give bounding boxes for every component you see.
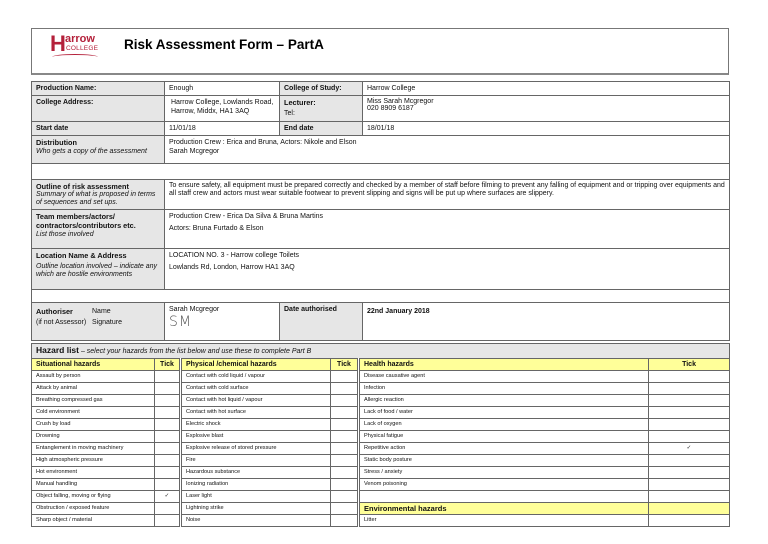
environmental-header: Environmental hazards [359, 503, 649, 515]
situational-tick-checkbox[interactable] [155, 467, 181, 479]
physical-tick-checkbox[interactable] [331, 407, 359, 419]
production-name-label: Production Name: [32, 82, 165, 96]
harrow-college-logo [50, 33, 110, 61]
situational-hazard-label: Cold environment [32, 407, 155, 419]
health-header: Health hazards [359, 359, 649, 371]
team-hint: List those involved [36, 231, 94, 238]
authoriser-name-field[interactable]: Sarah Mcgregor [169, 306, 220, 313]
hazard-row [32, 383, 730, 395]
health-hazard-label: Stress / anxiety [359, 467, 649, 479]
row-production-name [32, 82, 730, 96]
hazard-title-row [32, 344, 730, 359]
row-team [32, 210, 730, 249]
health-tick-checkbox[interactable]: ✓ [649, 443, 730, 455]
physical-hazard-label: Laser light [181, 491, 331, 503]
health-tick-checkbox[interactable] [649, 467, 730, 479]
physical-hazard-label: Ionizing radiation [181, 479, 331, 491]
physical-tick-checkbox[interactable] [331, 419, 359, 431]
health-hazard-label: Disease causative agent [359, 371, 649, 383]
situational-tick-checkbox[interactable] [155, 503, 181, 515]
hazard-row [32, 479, 730, 491]
physical-hazard-label: Electric shock [181, 419, 331, 431]
hazard-row [32, 407, 730, 419]
logo-text-bottom: COLLEGE [66, 45, 99, 52]
hazard-row [32, 515, 730, 527]
situational-header: Situational hazards [32, 359, 155, 371]
distribution-hint: Who gets a copy of the assessment [36, 148, 147, 155]
physical-tick-checkbox[interactable] [331, 455, 359, 467]
physical-tick-checkbox[interactable] [331, 383, 359, 395]
physical-hazard-label: Contact with hot surface [181, 407, 331, 419]
signature-field[interactable]: SM [169, 314, 192, 330]
health-hazard-label: Lack of oxygen [359, 419, 649, 431]
spacer-cell [32, 290, 730, 303]
physical-hazard-label: Contact with cold liquid / vapour [181, 371, 331, 383]
situational-tick-checkbox[interactable] [155, 383, 181, 395]
physical-hazard-label: Noise [181, 515, 331, 527]
physical-tick-checkbox[interactable] [331, 479, 359, 491]
physical-hazard-label: Hazardous substance [181, 467, 331, 479]
location-line-1: LOCATION NO. 3 - Harrow college Toilets [169, 252, 300, 259]
start-date-label: Start date [32, 122, 165, 136]
row-authoriser [32, 303, 730, 341]
start-date-field[interactable]: 11/01/18 [165, 122, 280, 136]
physical-tick-checkbox[interactable] [331, 395, 359, 407]
physical-hazard-label: Explosive release of stored pressure [181, 443, 331, 455]
health-hazard-label: Infection [359, 383, 649, 395]
physical-hazard-label: Contact with cold surface [181, 383, 331, 395]
situational-tick-checkbox[interactable] [155, 515, 181, 527]
team-field[interactable] [165, 210, 730, 249]
hazard-title-cell [32, 344, 730, 359]
distribution-line-2: Sarah Mcgregor [169, 148, 220, 155]
health-hazard-label: Litter [359, 515, 649, 527]
health-tick-checkbox[interactable] [649, 431, 730, 443]
hazard-row [32, 455, 730, 467]
physical-hazard-label: Lightning strike [181, 503, 331, 515]
hazard-row [32, 371, 730, 383]
physical-tick-checkbox[interactable] [331, 431, 359, 443]
hazard-row [32, 491, 730, 503]
row-college-address [32, 96, 730, 122]
hazard-row [32, 395, 730, 407]
logo-initial: H [50, 31, 66, 56]
lecturer-field[interactable]: Miss Sarah Mcgregor [367, 98, 434, 105]
logo-swoosh-icon [52, 54, 98, 60]
hazard-list-instruction: – select your hazards from the list below and use these to complete Part B [79, 348, 312, 355]
physical-tick-checkbox[interactable] [331, 503, 359, 515]
situational-tick-checkbox[interactable] [155, 431, 181, 443]
distribution-label-cell [32, 136, 165, 164]
hazard-header-row [32, 359, 730, 371]
end-date-field[interactable]: 18/01/18 [363, 122, 730, 136]
lecturer-label: Lecturer: [284, 98, 316, 107]
row-location [32, 249, 730, 290]
tel-label: Tel: [284, 110, 295, 117]
lecturer-cell [280, 96, 363, 122]
situational-hazard-label: Attack by animal [32, 383, 155, 395]
physical-hazard-label: Fire [181, 455, 331, 467]
situational-hazard-label: Assault by person [32, 371, 155, 383]
page-title: Risk Assessment Form – PartA [124, 37, 324, 52]
location-label: Location Name & Address [36, 251, 127, 260]
situational-tick-header: Tick [155, 359, 181, 371]
situational-hazard-label: Sharp object / material [32, 515, 155, 527]
logo-text-top: arrow [65, 33, 95, 45]
hazard-list-table [31, 343, 730, 527]
authoriser-hint: (if not Assessor) [36, 319, 87, 326]
health-hazard-label: Venom poisoning [359, 479, 649, 491]
health-tick-checkbox[interactable] [649, 371, 730, 383]
date-authorised-label: Date authorised [280, 303, 363, 341]
physical-tick-checkbox[interactable] [331, 467, 359, 479]
situational-tick-checkbox[interactable] [155, 443, 181, 455]
situational-tick-checkbox[interactable] [155, 407, 181, 419]
college-of-study-label: College of Study: [280, 82, 363, 96]
location-field[interactable] [165, 249, 730, 290]
situational-tick-checkbox[interactable] [155, 371, 181, 383]
physical-header: Physical /chemical hazards [181, 359, 331, 371]
health-tick-checkbox[interactable] [649, 407, 730, 419]
outline-label: Outline of risk assessment [36, 182, 129, 191]
physical-tick-checkbox[interactable] [331, 515, 359, 527]
health-tick-checkbox[interactable] [649, 455, 730, 467]
health-tick-checkbox[interactable] [649, 383, 730, 395]
spacer-row [32, 290, 730, 303]
health-tick-checkbox[interactable] [649, 419, 730, 431]
college-address-label: College Address: [32, 96, 165, 122]
college-of-study-field[interactable]: Harrow College [363, 82, 730, 96]
name-label: Name [92, 308, 111, 315]
distribution-label: Distribution [36, 138, 77, 147]
health-tick-header: Tick [649, 359, 730, 371]
outline-label-cell [32, 180, 165, 210]
situational-hazard-label: Manual handling [32, 479, 155, 491]
physical-tick-checkbox[interactable] [331, 443, 359, 455]
health-tick-checkbox[interactable] [649, 515, 730, 527]
authoriser-label-cell [32, 303, 165, 341]
health-hazard-label: Lack of food / water [359, 407, 649, 419]
situational-tick-checkbox[interactable] [155, 395, 181, 407]
hazard-row [32, 419, 730, 431]
row-dates [32, 122, 730, 136]
physical-tick-checkbox[interactable] [331, 371, 359, 383]
tel-field[interactable]: 020 8909 6187 [367, 105, 414, 112]
situational-hazard-label: Obstruction / exposed feature [32, 503, 155, 515]
row-outline [32, 180, 730, 210]
row-distribution [32, 136, 730, 164]
location-line-2: Lowlands Rd, London, Harrow HA1 3AQ [169, 264, 295, 271]
health-tick-checkbox[interactable] [649, 503, 730, 515]
date-authorised-field[interactable]: 22nd January 2018 [363, 303, 730, 341]
physical-hazard-label: Contact with hot liquid / vapour [181, 395, 331, 407]
spacer-cell [32, 164, 730, 180]
situational-hazard-label: Hot environment [32, 467, 155, 479]
situational-hazard-label: Breathing compressed gas [32, 395, 155, 407]
distribution-line-1: Production Crew : Erica and Bruna, Actors: Nikole and Elson [169, 139, 357, 146]
situational-hazard-label: Entanglement in moving machinery [32, 443, 155, 455]
lecturer-tel-cell[interactable] [363, 96, 730, 122]
health-hazard-label [359, 491, 649, 503]
health-tick-checkbox[interactable] [649, 395, 730, 407]
outline-hint: Summary of what is proposed in terms of sequences and set ups. [36, 191, 156, 206]
production-name-field[interactable]: Enough [165, 82, 280, 96]
hazard-row [32, 467, 730, 479]
outline-field[interactable]: To ensure safety, all equipment must be prepared correctly and checked by a member of staff before filming to prevent any falling of equipment and or tripping over equipments and all staff crew and actors must wear suitable footwear to prevent slipping and signs will be put up where surfaces are slippery. [165, 180, 730, 210]
health-hazard-label: Repetitive action [359, 443, 649, 455]
health-tick-checkbox[interactable] [649, 491, 730, 503]
authoriser-name-signature-cell[interactable] [165, 303, 280, 341]
hazard-row [32, 503, 730, 515]
health-tick-checkbox[interactable] [649, 479, 730, 491]
situational-hazard-label: Drowning [32, 431, 155, 443]
situational-tick-checkbox[interactable] [155, 419, 181, 431]
hazard-row [32, 431, 730, 443]
college-address-field[interactable]: Harrow College, Lowlands Road, Harrow, Middx, HA1 3AQ [165, 96, 280, 122]
situational-hazard-label: High atmospheric pressure [32, 455, 155, 467]
spacer-row [32, 164, 730, 180]
location-hint: Outline location involved – indicate any which are hostile environments [36, 263, 158, 278]
location-label-cell [32, 249, 165, 290]
hazard-list-title: Hazard list [36, 345, 79, 355]
signature-label: Signature [92, 319, 122, 326]
physical-tick-checkbox[interactable] [331, 491, 359, 503]
distribution-field[interactable] [165, 136, 730, 164]
health-hazard-label: Static body posture [359, 455, 649, 467]
health-hazard-label: Allergic reaction [359, 395, 649, 407]
health-hazard-label: Physical fatigue [359, 431, 649, 443]
situational-hazard-label: Crush by load [32, 419, 155, 431]
team-label-cell [32, 210, 165, 249]
details-table [31, 81, 730, 341]
team-line-2: Actors: Bruna Furtado & Elson [169, 225, 264, 232]
team-line-1: Production Crew - Erica Da Silva & Bruna Martins [169, 213, 324, 220]
hazard-rows [32, 371, 730, 527]
situational-hazard-label: Object falling, moving or flying [32, 491, 155, 503]
team-label: Team members/actors/ contractors/contributors etc. [36, 212, 136, 230]
situational-tick-checkbox[interactable]: ✓ [155, 491, 181, 503]
authoriser-label: Authoriser [36, 307, 73, 316]
hazard-row [32, 443, 730, 455]
situational-tick-checkbox[interactable] [155, 455, 181, 467]
situational-tick-checkbox[interactable] [155, 479, 181, 491]
physical-hazard-label: Explosive blast [181, 431, 331, 443]
end-date-label: End date [280, 122, 363, 136]
physical-tick-header: Tick [331, 359, 359, 371]
